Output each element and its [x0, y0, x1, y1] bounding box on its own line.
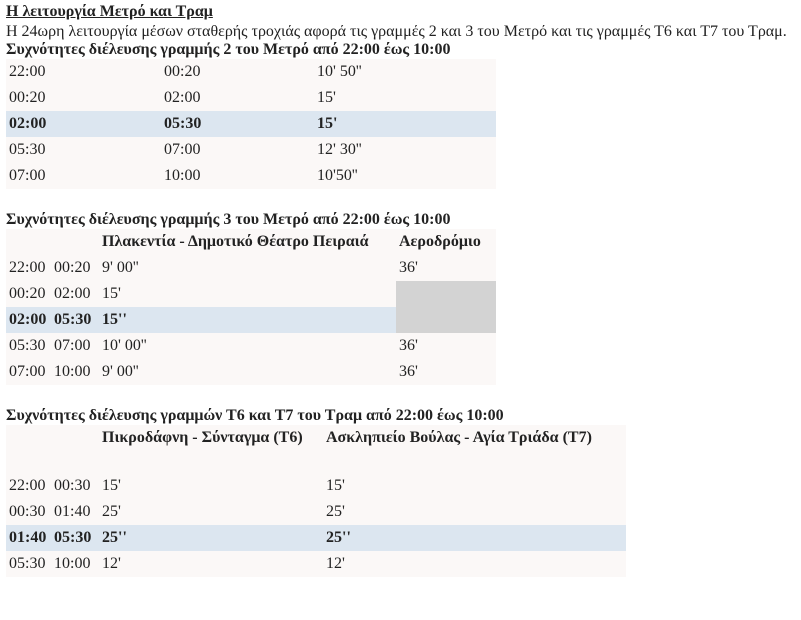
table-row — [6, 551, 626, 577]
time-to: 05:30 — [54, 529, 92, 546]
time-to: 10:00 — [164, 167, 201, 184]
table-row-highlighted — [6, 307, 496, 333]
frequency-b: 25'' — [326, 529, 351, 546]
page-title: Η λειτουργία Μετρό και Τραμ — [6, 3, 213, 20]
table-row — [6, 59, 496, 85]
intro-text: Η 24ωρη λειτουργία μέσων σταθερής τροχιάς αφορά τις γραμμές 2 και 3 του Μετρό και τις γραμμές Τ6 και Τ7 του Τραμ. — [6, 23, 787, 40]
time-from: 22:00 — [9, 477, 46, 494]
column-header: Ασκληπιείο Βούλας - Αγία Τριάδα (Τ7) — [323, 425, 626, 473]
time-to: 01:40 — [54, 503, 91, 520]
tram-heading: Συχνότητες διέλευσης γραμμών Τ6 και Τ7 του Τραμ από 22:00 έως 10:00 — [6, 407, 504, 424]
time-from: 05:30 — [9, 555, 46, 572]
frequency-a: 12' — [102, 555, 121, 572]
time-to: 07:00 — [54, 337, 91, 354]
time-to: 07:00 — [164, 141, 201, 158]
table-row — [6, 499, 626, 525]
time-from: 02:00 — [9, 311, 47, 328]
line2-heading: Συχνότητες διέλευσης γραμμής 2 του Μετρό από 22:00 έως 10:00 — [6, 41, 451, 58]
frequency-a: 15'' — [102, 311, 127, 328]
frequency: 15' — [317, 115, 338, 132]
column-header: Αεροδρόμιο — [396, 229, 496, 255]
column-header: Πικροδάφνη - Σύνταγμα (Τ6) — [99, 425, 323, 473]
time-to: 05:30 — [54, 311, 92, 328]
time-to: 02:00 — [164, 89, 201, 106]
frequency: 10'50'' — [317, 167, 358, 184]
table-row — [6, 255, 496, 281]
frequency: 12' 30'' — [317, 141, 362, 158]
frequency: 15' — [317, 89, 336, 106]
frequency-a: 25' — [102, 503, 121, 520]
time-from: 00:20 — [9, 285, 46, 302]
frequency-b: 15' — [326, 477, 345, 494]
frequency-b: 12' — [326, 555, 345, 572]
line3-heading: Συχνότητες διέλευσης γραμμής 3 του Μετρό από 22:00 έως 10:00 — [6, 211, 451, 228]
frequency-b: 25' — [326, 503, 345, 520]
time-to: 00:30 — [54, 477, 91, 494]
time-to: 10:00 — [54, 363, 91, 380]
frequency-a: 15' — [102, 477, 121, 494]
frequency-a: 25'' — [102, 529, 127, 546]
frequency-b: 36' — [399, 259, 418, 276]
tram-table — [6, 425, 626, 577]
frequency: 10' 50'' — [317, 63, 362, 80]
table-row-highlighted — [6, 111, 496, 137]
frequency-b: 36' — [399, 363, 418, 380]
table-row — [6, 137, 496, 163]
table-header-row — [6, 229, 496, 255]
time-from: 01:40 — [9, 529, 47, 546]
time-from: 07:00 — [9, 363, 46, 380]
time-from: 22:00 — [9, 63, 46, 80]
frequency-a: 9' 00'' — [102, 259, 139, 276]
table-row — [6, 333, 496, 359]
time-from: 07:00 — [9, 167, 46, 184]
table-row-highlighted — [6, 525, 626, 551]
frequency-a: 9' 00'' — [102, 363, 139, 380]
line3-table — [6, 229, 496, 385]
frequency-b-empty — [396, 307, 496, 333]
table-row — [6, 473, 626, 499]
time-to: 10:00 — [54, 555, 91, 572]
time-from: 02:00 — [9, 115, 47, 132]
frequency-b: 36' — [399, 337, 418, 354]
time-from: 05:30 — [9, 337, 46, 354]
table-row — [6, 163, 496, 189]
table-row — [6, 359, 496, 385]
frequency-a: 15' — [102, 285, 121, 302]
time-from: 00:20 — [9, 89, 46, 106]
time-to: 02:00 — [54, 285, 91, 302]
time-to: 00:20 — [164, 63, 201, 80]
time-to: 05:30 — [164, 115, 202, 132]
table-header-row — [6, 425, 626, 473]
time-from: 00:30 — [9, 503, 46, 520]
line2-table — [6, 59, 496, 189]
time-from: 05:30 — [9, 141, 46, 158]
table-row — [6, 85, 496, 111]
frequency-a: 10' 00'' — [102, 337, 147, 354]
time-from: 22:00 — [9, 259, 46, 276]
table-row — [6, 281, 496, 307]
time-to: 00:20 — [54, 259, 91, 276]
frequency-b-empty — [396, 281, 496, 307]
column-header: Πλακεντία - Δημοτικό Θέατρο Πειραιά — [99, 229, 396, 255]
